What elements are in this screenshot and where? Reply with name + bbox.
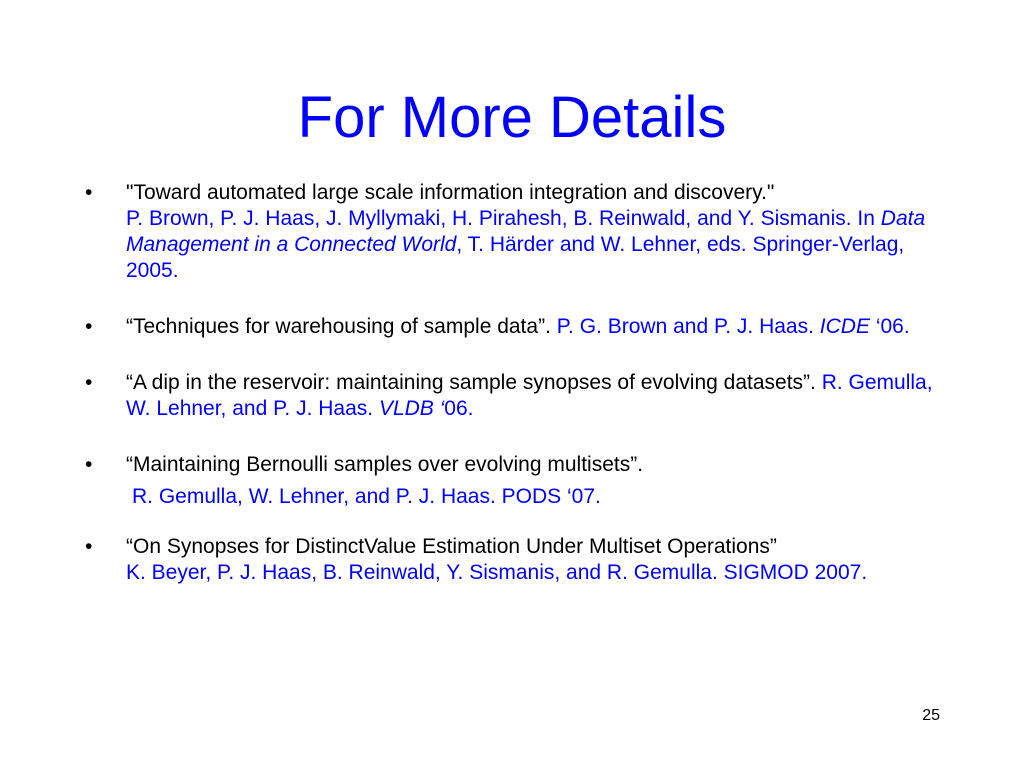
reference-venue: Data Management in a Connected World [126, 207, 926, 256]
page-number: 25 [922, 707, 940, 724]
reference-authors: K. Beyer, P. J. Haas, B. Reinwald, Y. Sismanis, and R. Gemulla. SIGMOD 2007. [126, 561, 868, 584]
reference-title: “Techniques for warehousing of sample data”. [126, 315, 557, 338]
reference-item-4 [85, 452, 945, 510]
reference-title: “A dip in the reservoir: maintaining sample synopses of evolving datasets”. [126, 371, 822, 394]
reference-venue-details: ‘06. [869, 315, 910, 338]
reference-authors: P. Brown, P. J. Haas, J. Myllymaki, H. Pirahesh, B. Reinwald, and Y. Sismanis. In [126, 207, 881, 230]
reference-list [85, 180, 945, 616]
reference-venue-details: 06. [444, 397, 474, 420]
reference-authors: P. G. Brown and P. J. Haas. [556, 315, 820, 338]
reference-item-3 [85, 370, 945, 422]
reference-title: “Maintaining Bernoulli samples over evolving multisets”. [126, 453, 644, 476]
reference-venue-details: , T. Härder and W. Lehner, eds. Springer-Verlag, 2005. [126, 233, 905, 282]
reference-authors: R. Gemulla, W. Lehner, and P. J. Haas. [126, 371, 933, 420]
bullet-icon: • [85, 315, 93, 338]
reference-venue: ICDE [819, 315, 870, 338]
bullet-icon: • [85, 535, 93, 558]
bullet-icon: • [85, 453, 93, 476]
bullet-icon: • [85, 181, 93, 204]
reference-authors: R. Gemulla, W. Lehner, and P. J. Haas. PODS ‘07. [132, 485, 601, 508]
reference-title: "Toward automated large scale information integration and discovery." [126, 181, 775, 204]
reference-item-2 [85, 314, 945, 340]
reference-title: “On Synopses for DistinctValue Estimation Under Multiset Operations” [126, 535, 777, 558]
slide-title: For More Details [297, 85, 727, 150]
reference-item-5 [85, 534, 945, 586]
reference-venue: VLDB ‘ [378, 397, 445, 420]
reference-item-1 [85, 180, 945, 284]
bullet-icon: • [85, 371, 93, 394]
